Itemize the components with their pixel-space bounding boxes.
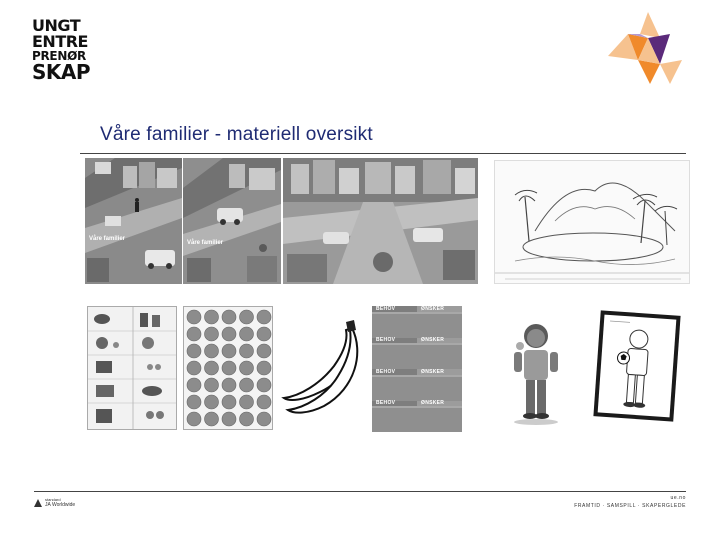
ja-triangle-icon	[34, 499, 42, 507]
scene2-caption: Våre familier	[187, 240, 224, 246]
coin-icon	[205, 310, 219, 324]
needs-card-1: BEHOV	[372, 306, 417, 314]
coin-icon	[257, 344, 271, 358]
coin-icon	[257, 378, 271, 392]
logo-line-3: PRENØR	[32, 49, 86, 63]
coin-icon	[187, 412, 201, 426]
coin-icon	[205, 327, 219, 341]
coin-icon	[187, 395, 201, 409]
price-list-worksheet	[87, 306, 177, 430]
logo-line-1: UNGT	[32, 16, 81, 35]
ja-logo-small-text: standard	[45, 497, 61, 502]
coin-icon	[205, 361, 219, 375]
footer-tagline	[574, 494, 686, 510]
coin-sheet	[183, 306, 273, 430]
coin-icon	[222, 395, 236, 409]
coin-icon	[240, 361, 254, 375]
banana-coloring-image	[280, 318, 370, 418]
wants-card-4: ØNSKER	[417, 401, 462, 409]
coin-icon	[205, 412, 219, 426]
coin-icon	[240, 310, 254, 324]
needs-card-2: BEHOV	[372, 338, 417, 346]
coin-icon	[222, 378, 236, 392]
coin-icon	[187, 327, 201, 341]
coin-icon	[222, 412, 236, 426]
brand-triangles-icon	[600, 12, 686, 86]
ja-worldwide-logo	[34, 497, 75, 508]
coin-icon	[240, 412, 254, 426]
coin-icon	[187, 310, 201, 324]
page-title: Våre familier - materiell oversikt	[100, 124, 373, 145]
scene1-caption: Våre familier	[89, 236, 126, 242]
coin-icon	[240, 395, 254, 409]
town-scene-cover-1	[85, 158, 182, 284]
coin-icon	[187, 361, 201, 375]
footer-website[interactable]: ue.no	[670, 495, 686, 501]
coin-icon	[187, 378, 201, 392]
coin-icon	[205, 395, 219, 409]
coin-icon	[240, 344, 254, 358]
ja-logo-brand-text: JA Worldwide	[45, 502, 76, 508]
footer-slogan: FRAMTID · SAMSPILL · SKAPERGLEDE	[574, 503, 686, 509]
coin-icon	[222, 344, 236, 358]
coin-icon	[257, 310, 271, 324]
ue-logo	[32, 18, 92, 82]
needs-card-4: BEHOV	[372, 401, 417, 409]
coin-icon	[205, 344, 219, 358]
coin-icon	[222, 327, 236, 341]
coin-icon	[257, 412, 271, 426]
title-divider	[80, 153, 686, 154]
logo-line-2: ENTRE	[32, 32, 88, 51]
coin-icon	[222, 361, 236, 375]
coin-icon	[240, 378, 254, 392]
footer-divider	[34, 491, 686, 492]
boy-figure-image	[506, 318, 566, 426]
coin-icon	[257, 361, 271, 375]
needs-wants-cards	[372, 306, 462, 432]
logo-line-4: SKAP	[32, 60, 91, 84]
wants-card-2: ØNSKER	[417, 338, 462, 346]
coin-icon	[205, 378, 219, 392]
coin-icon	[222, 310, 236, 324]
coin-icon	[257, 327, 271, 341]
needs-card-3: BEHOV	[372, 369, 417, 377]
coin-icon	[257, 395, 271, 409]
coin-icon	[187, 344, 201, 358]
island-coloring-page	[494, 160, 690, 284]
boy-with-ball-card	[593, 310, 680, 421]
town-scene-spread	[283, 158, 478, 284]
coin-icon	[240, 327, 254, 341]
town-scene-cover-2	[183, 158, 281, 284]
wants-card-1: ØNSKER	[417, 306, 462, 314]
wants-card-3: ØNSKER	[417, 369, 462, 377]
